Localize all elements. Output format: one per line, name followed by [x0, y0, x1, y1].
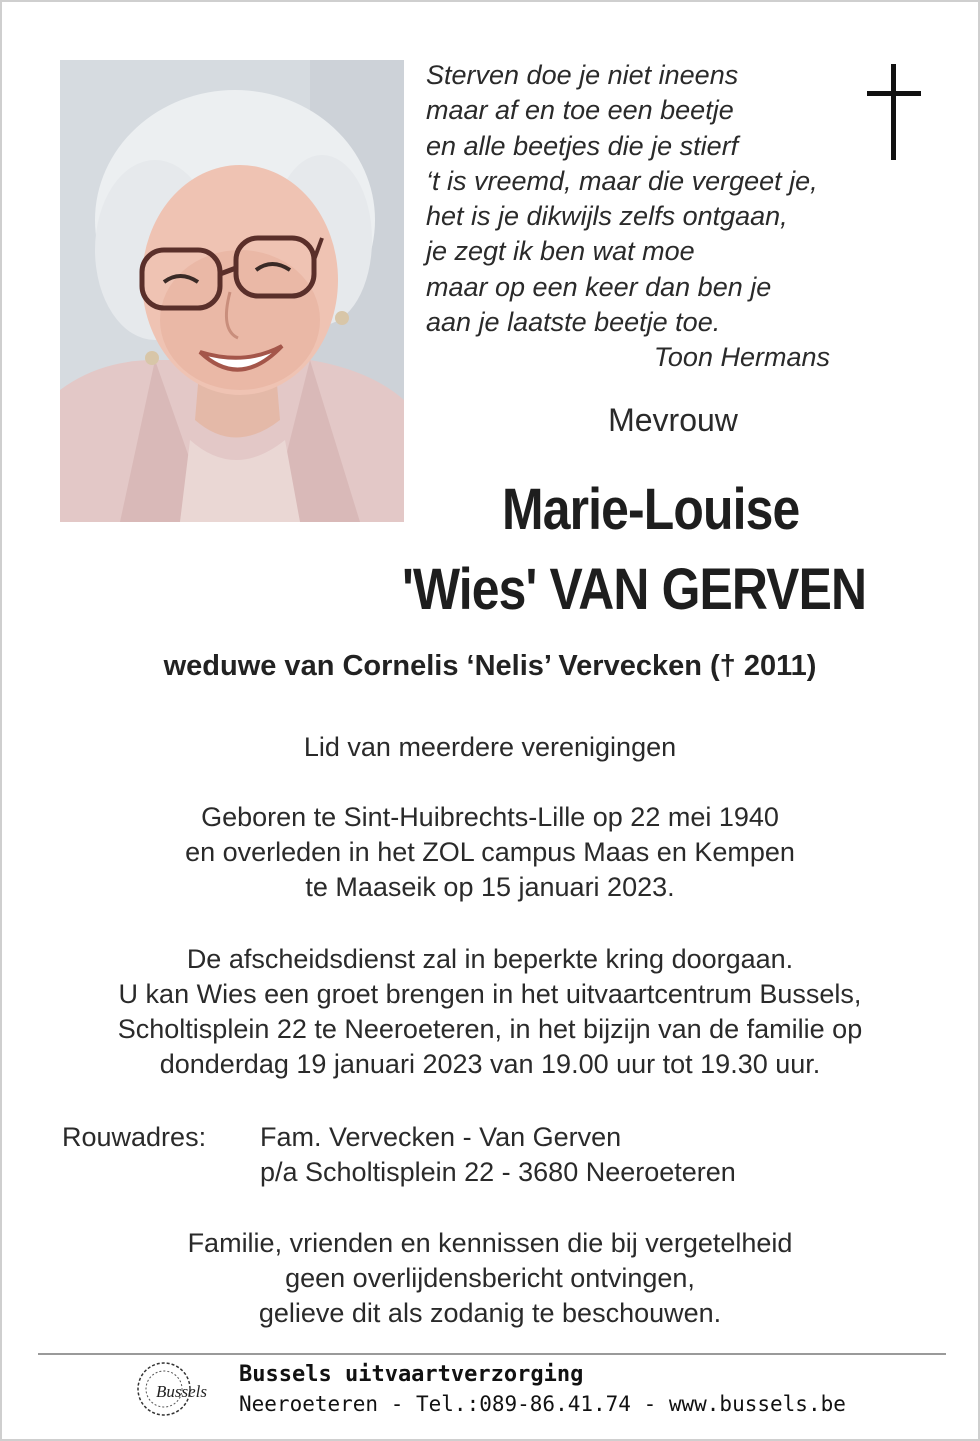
- company-contact: Neeroeteren - Tel.:089-86.41.74 - www.bussels.be: [239, 1392, 846, 1416]
- poem-author: Toon Hermans: [653, 342, 830, 373]
- closing-line: geen overlijdensbericht ontvingen,: [285, 1263, 695, 1293]
- address-label: Rouwadres:: [62, 1122, 207, 1152]
- ceremony-line: De afscheidsdienst zal in beperkte kring doorgaan.: [186, 944, 794, 974]
- salutation: Mevrouw: [608, 402, 738, 438]
- poem-line: Sterven doe je niet ineens: [426, 60, 739, 90]
- cross-icon: [864, 64, 924, 162]
- poem-line: je zegt ik ben wat moe: [426, 236, 695, 267]
- deceased-first-name: Marie-Louise: [502, 477, 800, 542]
- address-line: Fam. Vervecken - Van Gerven: [260, 1122, 622, 1152]
- deceased-last-name: 'Wies' VAN GERVEN: [402, 557, 867, 622]
- poem-line: aan je laatste beetje toe.: [426, 307, 721, 338]
- closing-line: gelieve dit als zodanig te beschouwen.: [258, 1298, 722, 1328]
- ceremony-info: [2, 942, 978, 1082]
- membership-text: Lid van meerdere verenigingen: [303, 732, 677, 762]
- portrait-photo: [60, 60, 404, 522]
- footer-divider: [38, 1353, 946, 1355]
- widow-line: weduwe van Cornelis ‘Nelis’ Vervecken († 2011): [163, 650, 817, 682]
- birth-death-line: en overleden in het ZOL campus Maas en Kempen: [185, 837, 795, 867]
- poem-line: en alle beetjes die je stierf: [426, 130, 739, 161]
- svg-text:Bussels: Bussels: [156, 1382, 207, 1401]
- poem: [426, 58, 886, 376]
- poem-line: maar op een keer dan ben je: [426, 271, 772, 302]
- company-name: Bussels uitvaartverzorging: [239, 1362, 584, 1387]
- poem-line: maar af en toe een beetje: [426, 95, 734, 126]
- bussels-logo: [134, 1360, 226, 1418]
- ceremony-line: Scholtisplein 22 te Neeroeteren, in het bijzijn van de familie op: [117, 1014, 863, 1044]
- birth-death-line: te Maaseik op 15 januari 2023.: [305, 872, 675, 902]
- poem-line: ‘t is vreemd, maar die vergeet je,: [426, 165, 818, 196]
- birth-death-line: Geboren te Sint-Huibrechts-Lille op 22 mei 1940: [201, 802, 779, 832]
- address-line: p/a Scholtisplein 22 - 3680 Neeroeteren: [260, 1157, 736, 1187]
- closing-line: Familie, vrienden en kennissen die bij vergetelheid: [187, 1228, 793, 1258]
- closing-note: [2, 1226, 978, 1331]
- poem-line: het is je dikwijls zelfs ontgaan,: [426, 201, 788, 232]
- ceremony-line: donderdag 19 januari 2023 van 19.00 uur tot 19.30 uur.: [159, 1049, 821, 1079]
- ceremony-line: U kan Wies een groet brengen in het uitvaartcentrum Bussels,: [118, 979, 862, 1009]
- membership: [2, 730, 978, 765]
- birth-death-info: [2, 800, 978, 905]
